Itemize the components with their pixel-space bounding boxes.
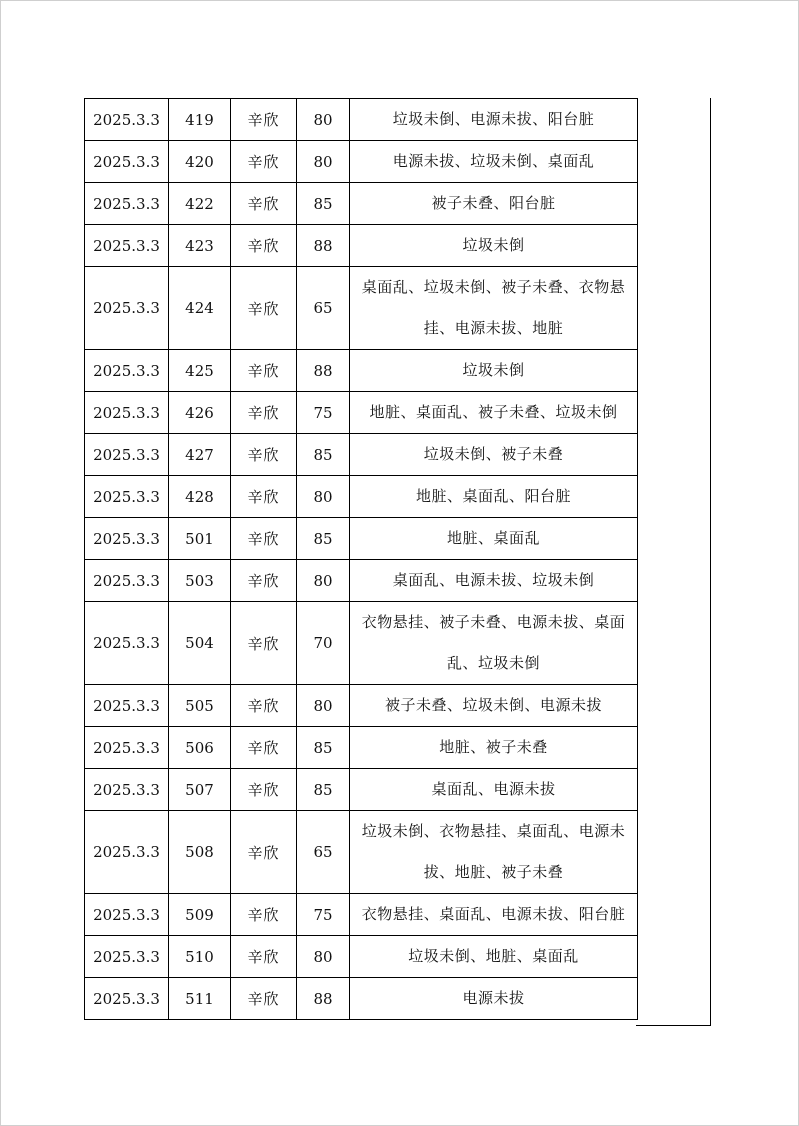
issues-cell: 地脏、被子未叠 — [350, 727, 638, 769]
room-cell: 505 — [169, 685, 231, 727]
table-row — [85, 936, 638, 978]
score-cell: 88 — [297, 225, 350, 267]
table-row — [85, 350, 638, 392]
score-cell: 65 — [297, 811, 350, 894]
table-row — [85, 727, 638, 769]
issues-cell: 垃圾未倒、被子未叠 — [350, 434, 638, 476]
date-cell: 2025.3.3 — [85, 225, 169, 267]
issues-cell: 被子未叠、阳台脏 — [350, 183, 638, 225]
inspector-cell: 辛欣 — [231, 811, 297, 894]
room-cell: 428 — [169, 476, 231, 518]
inspector-cell: 辛欣 — [231, 99, 297, 141]
issues-cell: 垃圾未倒、电源未拔、阳台脏 — [350, 99, 638, 141]
inspector-cell: 辛欣 — [231, 476, 297, 518]
score-cell: 88 — [297, 350, 350, 392]
issues-cell: 地脏、桌面乱、被子未叠、垃圾未倒 — [350, 392, 638, 434]
table-row — [85, 685, 638, 727]
date-cell: 2025.3.3 — [85, 476, 169, 518]
table-row — [85, 183, 638, 225]
issues-cell: 桌面乱、电源未拔 — [350, 769, 638, 811]
table-row — [85, 769, 638, 811]
score-cell: 85 — [297, 183, 350, 225]
date-cell: 2025.3.3 — [85, 99, 169, 141]
date-cell: 2025.3.3 — [85, 434, 169, 476]
score-cell: 85 — [297, 769, 350, 811]
inspector-cell: 辛欣 — [231, 602, 297, 685]
inspector-cell: 辛欣 — [231, 978, 297, 1020]
room-cell: 419 — [169, 99, 231, 141]
room-cell: 427 — [169, 434, 231, 476]
inspector-cell: 辛欣 — [231, 434, 297, 476]
score-cell: 75 — [297, 392, 350, 434]
score-cell: 80 — [297, 141, 350, 183]
table-row — [85, 811, 638, 894]
inspector-cell: 辛欣 — [231, 392, 297, 434]
table-row — [85, 518, 638, 560]
room-cell: 504 — [169, 602, 231, 685]
room-cell: 510 — [169, 936, 231, 978]
score-cell: 80 — [297, 685, 350, 727]
date-cell: 2025.3.3 — [85, 978, 169, 1020]
issues-cell: 垃圾未倒 — [350, 225, 638, 267]
issues-cell: 电源未拔、垃圾未倒、桌面乱 — [350, 141, 638, 183]
room-cell: 509 — [169, 894, 231, 936]
inspector-cell: 辛欣 — [231, 183, 297, 225]
table-row — [85, 141, 638, 183]
issues-cell: 衣物悬挂、桌面乱、电源未拔、阳台脏 — [350, 894, 638, 936]
inspector-cell: 辛欣 — [231, 225, 297, 267]
date-cell: 2025.3.3 — [85, 936, 169, 978]
issues-cell: 垃圾未倒、地脏、桌面乱 — [350, 936, 638, 978]
inspector-cell: 辛欣 — [231, 894, 297, 936]
score-cell: 65 — [297, 267, 350, 350]
score-cell: 70 — [297, 602, 350, 685]
table-row — [85, 267, 638, 350]
issues-cell: 被子未叠、垃圾未倒、电源未拔 — [350, 685, 638, 727]
score-cell: 80 — [297, 99, 350, 141]
issues-cell: 垃圾未倒 — [350, 350, 638, 392]
date-cell: 2025.3.3 — [85, 141, 169, 183]
score-cell: 85 — [297, 518, 350, 560]
issues-cell: 桌面乱、电源未拔、垃圾未倒 — [350, 560, 638, 602]
date-cell: 2025.3.3 — [85, 392, 169, 434]
inspector-cell: 辛欣 — [231, 350, 297, 392]
date-cell: 2025.3.3 — [85, 560, 169, 602]
score-cell: 85 — [297, 434, 350, 476]
inspector-cell: 辛欣 — [231, 560, 297, 602]
issues-cell: 垃圾未倒、衣物悬挂、桌面乱、电源未拔、地脏、被子未叠 — [350, 811, 638, 894]
inspector-cell: 辛欣 — [231, 769, 297, 811]
right-border-rule — [710, 98, 711, 1026]
room-cell: 422 — [169, 183, 231, 225]
date-cell: 2025.3.3 — [85, 602, 169, 685]
inspector-cell: 辛欣 — [231, 685, 297, 727]
date-cell: 2025.3.3 — [85, 894, 169, 936]
issues-cell: 桌面乱、垃圾未倒、被子未叠、衣物悬挂、电源未拔、地脏 — [350, 267, 638, 350]
score-cell: 85 — [297, 727, 350, 769]
date-cell: 2025.3.3 — [85, 350, 169, 392]
score-cell: 88 — [297, 978, 350, 1020]
date-cell: 2025.3.3 — [85, 267, 169, 350]
score-cell: 80 — [297, 936, 350, 978]
room-cell: 501 — [169, 518, 231, 560]
score-cell: 80 — [297, 560, 350, 602]
inspector-cell: 辛欣 — [231, 141, 297, 183]
date-cell: 2025.3.3 — [85, 727, 169, 769]
table-row — [85, 560, 638, 602]
table-row — [85, 978, 638, 1020]
room-cell: 503 — [169, 560, 231, 602]
room-cell: 423 — [169, 225, 231, 267]
date-cell: 2025.3.3 — [85, 685, 169, 727]
bottom-border-rule — [636, 1025, 711, 1026]
room-cell: 425 — [169, 350, 231, 392]
score-cell: 80 — [297, 476, 350, 518]
date-cell: 2025.3.3 — [85, 769, 169, 811]
table-row — [85, 894, 638, 936]
table-row — [85, 392, 638, 434]
table-row — [85, 434, 638, 476]
table-row — [85, 225, 638, 267]
date-cell: 2025.3.3 — [85, 811, 169, 894]
room-cell: 426 — [169, 392, 231, 434]
table-row — [85, 602, 638, 685]
inspection-records-table — [84, 98, 638, 1020]
issues-cell: 电源未拔 — [350, 978, 638, 1020]
date-cell: 2025.3.3 — [85, 183, 169, 225]
room-cell: 507 — [169, 769, 231, 811]
inspector-cell: 辛欣 — [231, 727, 297, 769]
table-row — [85, 99, 638, 141]
room-cell: 511 — [169, 978, 231, 1020]
inspector-cell: 辛欣 — [231, 518, 297, 560]
inspector-cell: 辛欣 — [231, 936, 297, 978]
issues-cell: 衣物悬挂、被子未叠、电源未拔、桌面乱、垃圾未倒 — [350, 602, 638, 685]
room-cell: 420 — [169, 141, 231, 183]
date-cell: 2025.3.3 — [85, 518, 169, 560]
issues-cell: 地脏、桌面乱、阳台脏 — [350, 476, 638, 518]
room-cell: 506 — [169, 727, 231, 769]
inspector-cell: 辛欣 — [231, 267, 297, 350]
table-row — [85, 476, 638, 518]
room-cell: 424 — [169, 267, 231, 350]
issues-cell: 地脏、桌面乱 — [350, 518, 638, 560]
room-cell: 508 — [169, 811, 231, 894]
score-cell: 75 — [297, 894, 350, 936]
